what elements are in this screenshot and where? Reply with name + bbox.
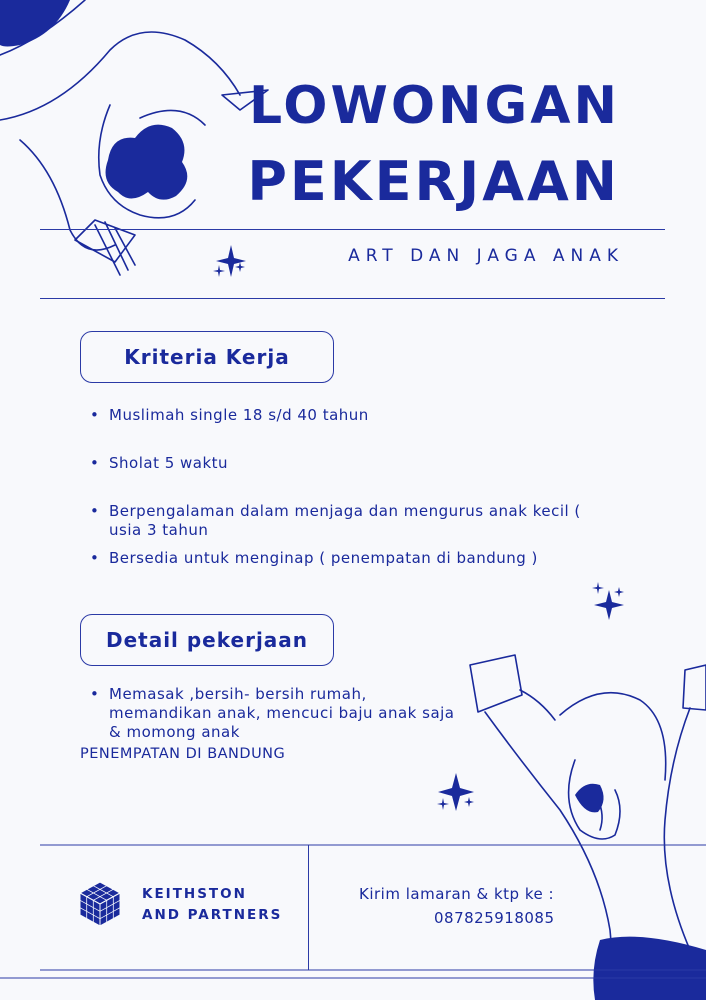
- list-item: • Muslimah single 18 s/d 40 tahun: [90, 406, 610, 425]
- list-item: • Memasak ,bersih- bersih rumah, memandikan anak, mencuci baju anak saja & momong anak: [90, 685, 460, 742]
- placement-note: PENEMPATAN DI BANDUNG: [80, 746, 286, 762]
- title-line-2: PEKERJAAN: [247, 150, 620, 213]
- contact-number: 087825918085: [434, 909, 555, 927]
- details-heading: Detail pekerjaan: [80, 614, 334, 666]
- list-item: • Berpengalaman dalam menjaga dan mengurus anak kecil ( usia 3 tahun: [90, 502, 599, 540]
- contact-info: [359, 882, 555, 930]
- brand-line-1: KEITHSTON: [142, 886, 247, 902]
- title-line-1: LOWONGAN: [248, 76, 620, 136]
- divider-top: [40, 229, 665, 230]
- details-list: [90, 685, 460, 742]
- list-item: • Sholat 5 waktu: [90, 454, 610, 473]
- contact-label: Kirim lamaran & ktp ke :: [359, 885, 555, 903]
- footer-divider: [308, 845, 309, 970]
- criteria-list: [90, 406, 610, 568]
- brand-name: [142, 884, 282, 926]
- subtitle: ART DAN JAGA ANAK: [348, 246, 624, 266]
- list-item: • Bersedia untuk menginap ( penempatan di bandung ): [90, 549, 610, 568]
- criteria-heading: Kriteria Kerja: [80, 331, 334, 383]
- divider-bottom: [40, 298, 665, 299]
- brand-line-2: AND PARTNERS: [142, 907, 283, 923]
